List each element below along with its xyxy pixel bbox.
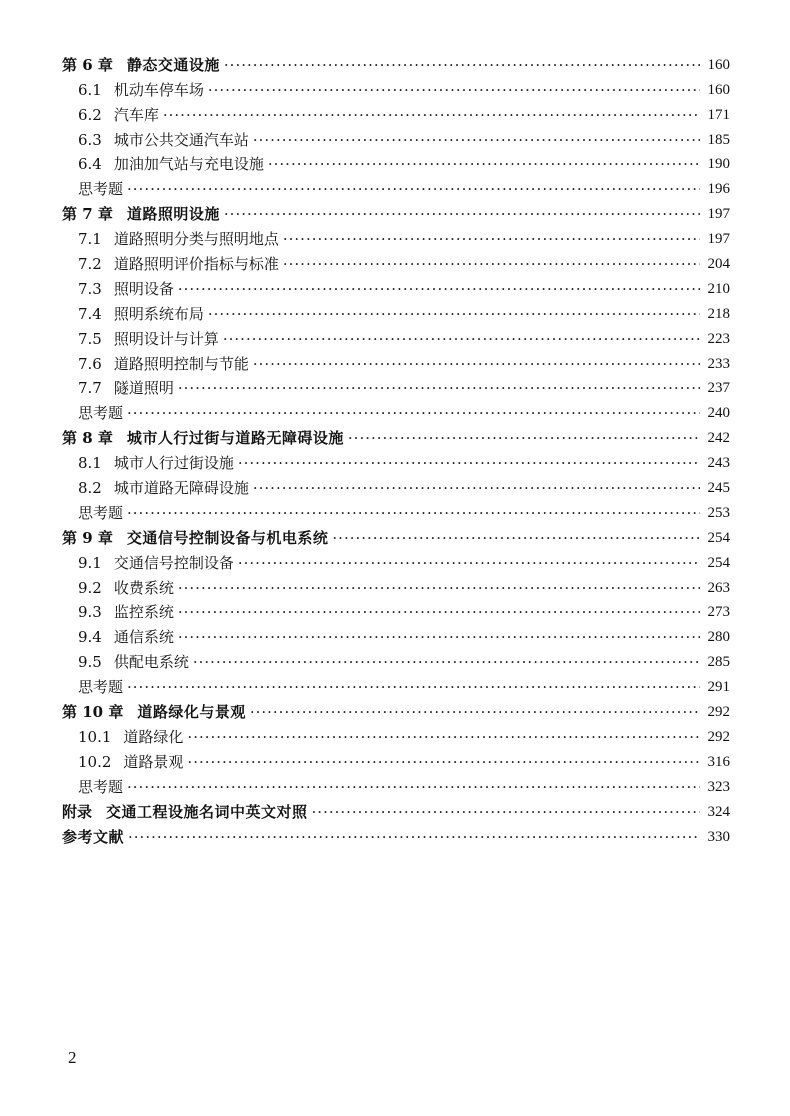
dot-leader [178, 578, 700, 598]
toc-section-row [62, 125, 730, 150]
toc-entry-title: 机动车停车场 [113, 80, 204, 99]
toc-section-row [62, 324, 730, 349]
toc-entry-page: 197 [707, 206, 730, 223]
toc-section-row [62, 274, 730, 299]
toc-entry-number: 9.1 [78, 553, 102, 572]
dot-leader [268, 154, 700, 174]
toc-chapter-row [62, 797, 730, 822]
toc-entry-page: 245 [707, 480, 730, 497]
toc-entry-title: 思考题 [78, 678, 124, 697]
toc-entry-number: 第 8 章 [62, 429, 113, 448]
dot-leader [223, 329, 700, 349]
toc-section-row [62, 448, 730, 473]
dot-leader [283, 229, 700, 249]
toc-entry-page: 210 [707, 280, 730, 297]
toc-entry-number: 9.4 [78, 628, 102, 647]
toc-entry-page: 254 [707, 554, 730, 571]
dot-leader [348, 428, 700, 448]
toc-entry-page: 196 [707, 181, 730, 198]
toc-entry-number: 第 6 章 [62, 55, 113, 74]
toc-entry-number: 7.4 [78, 304, 102, 323]
toc-entry-title: 交通工程设施名词中英文对照 [106, 802, 308, 821]
dot-leader [127, 403, 700, 423]
dot-leader [253, 478, 700, 498]
toc-entry-page: 292 [707, 704, 730, 721]
toc-entry-number: 9.3 [78, 603, 102, 622]
toc-question-row [62, 772, 730, 797]
toc-section-row [62, 622, 730, 647]
toc-entry-title: 收费系统 [113, 578, 174, 597]
toc-entry-title: 道路景观 [123, 752, 184, 771]
toc-section-row [62, 100, 730, 125]
toc-section-row [62, 722, 730, 747]
toc-section-row [62, 573, 730, 598]
toc-question-row [62, 174, 730, 199]
dot-leader [163, 105, 700, 125]
dot-leader [178, 627, 700, 647]
toc-entry-number: 8.2 [78, 479, 102, 498]
toc-entry-number: 第 9 章 [62, 528, 113, 547]
toc-entry-title: 城市公共交通汽车站 [113, 130, 249, 149]
toc-question-row [62, 498, 730, 523]
toc-entry-page: 160 [707, 56, 730, 73]
toc-entry-number: 7.2 [78, 255, 102, 274]
toc-entry-title: 交通信号控制设备与机电系统 [126, 528, 329, 547]
dot-leader [127, 503, 700, 523]
toc-section-row [62, 473, 730, 498]
toc-entry-page: 171 [707, 106, 730, 123]
toc-chapter-row [62, 523, 730, 548]
toc-section-row [62, 150, 730, 175]
toc-entry-page: 223 [707, 330, 730, 347]
toc-section-row [62, 299, 730, 324]
dot-leader [178, 279, 700, 299]
table-of-contents [62, 50, 730, 847]
toc-question-row [62, 672, 730, 697]
toc-entry-page: 316 [707, 753, 730, 770]
toc-entry-page: 185 [707, 131, 730, 148]
dot-leader [238, 453, 700, 473]
dot-leader [127, 179, 700, 199]
toc-entry-number: 9.5 [78, 653, 102, 672]
page-number: 2 [68, 1048, 77, 1067]
toc-entry-title: 交通信号控制设备 [113, 553, 234, 572]
toc-entry-page: 242 [707, 430, 730, 447]
dot-leader [208, 304, 700, 324]
toc-section-row [62, 647, 730, 672]
dot-leader [253, 354, 700, 374]
toc-entry-title: 城市人行过街设施 [113, 454, 234, 473]
toc-entry-title: 道路照明评价指标与标准 [113, 255, 279, 274]
toc-entry-title: 道路照明分类与照明地点 [113, 230, 279, 249]
toc-entry-title: 照明系统布局 [113, 304, 204, 323]
toc-entry-title: 通信系统 [113, 628, 174, 647]
toc-entry-number: 7.6 [78, 354, 102, 373]
toc-chapter-row [62, 697, 730, 722]
toc-entry-page: 291 [707, 679, 730, 696]
toc-entry-page: 285 [707, 654, 730, 671]
toc-section-row [62, 598, 730, 623]
toc-entry-page: 324 [707, 803, 730, 820]
toc-chapter-row [62, 199, 730, 224]
toc-entry-title: 照明设计与计算 [113, 329, 219, 348]
dot-leader [283, 254, 700, 274]
toc-entry-number: 7.7 [78, 379, 102, 398]
toc-entry-page: 233 [707, 355, 730, 372]
toc-entry-title: 加油加气站与充电设施 [113, 155, 264, 174]
toc-entry-title: 道路照明控制与节能 [113, 354, 249, 373]
toc-entry-title: 思考题 [78, 777, 124, 796]
toc-section-row [62, 249, 730, 274]
dot-leader [127, 777, 700, 797]
toc-chapter-row [62, 822, 730, 847]
toc-chapter-row [62, 423, 730, 448]
dot-leader [178, 602, 700, 622]
toc-entry-page: 237 [707, 380, 730, 397]
toc-entry-number: 6.3 [78, 130, 102, 149]
toc-entry-number: 10.2 [78, 752, 112, 771]
toc-section-row [62, 548, 730, 573]
toc-entry-title: 思考题 [78, 180, 124, 199]
dot-leader [127, 677, 700, 697]
toc-entry-number: 第 7 章 [62, 205, 113, 224]
toc-entry-page: 253 [707, 504, 730, 521]
toc-entry-title: 隧道照明 [113, 379, 174, 398]
toc-entry-number: 6.4 [78, 155, 102, 174]
toc-entry-page: 197 [707, 231, 730, 248]
dot-leader [224, 204, 700, 224]
dot-leader [187, 752, 700, 772]
toc-entry-number: 7.5 [78, 329, 102, 348]
toc-entry-title: 城市道路无障碍设施 [113, 479, 249, 498]
toc-entry-page: 273 [707, 604, 730, 621]
toc-entry-number: 7.1 [78, 230, 102, 249]
dot-leader [332, 528, 700, 548]
toc-entry-title: 思考题 [78, 503, 124, 522]
dot-leader [250, 702, 700, 722]
toc-entry-title: 监控系统 [113, 603, 174, 622]
toc-entry-number: 8.1 [78, 454, 102, 473]
toc-question-row [62, 398, 730, 423]
toc-entry-title: 道路绿化与景观 [137, 703, 246, 722]
toc-entry-page: 218 [707, 305, 730, 322]
toc-entry-page: 240 [707, 405, 730, 422]
toc-entry-page: 292 [707, 728, 730, 745]
toc-entry-page: 243 [707, 455, 730, 472]
toc-entry-title: 供配电系统 [113, 653, 189, 672]
dot-leader [193, 652, 700, 672]
toc-chapter-row [62, 50, 730, 75]
toc-section-row [62, 374, 730, 399]
toc-entry-page: 330 [707, 828, 730, 845]
toc-entry-number: 9.2 [78, 578, 102, 597]
toc-entry-page: 263 [707, 579, 730, 596]
toc-entry-number: 10.1 [78, 727, 112, 746]
toc-section-row [62, 75, 730, 100]
dot-leader [178, 378, 700, 398]
toc-entry-number: 第 10 章 [62, 703, 124, 722]
toc-entry-page: 204 [707, 256, 730, 273]
toc-entry-title: 参考文献 [62, 827, 125, 846]
toc-entry-page: 323 [707, 778, 730, 795]
toc-section-row [62, 349, 730, 374]
toc-entry-title: 照明设备 [113, 279, 174, 298]
dot-leader [238, 553, 700, 573]
toc-entry-page: 160 [707, 81, 730, 98]
toc-entry-page: 280 [707, 629, 730, 646]
toc-section-row [62, 747, 730, 772]
toc-entry-title: 思考题 [78, 404, 124, 423]
dot-leader [253, 130, 700, 150]
toc-section-row [62, 224, 730, 249]
toc-entry-title: 汽车库 [113, 105, 159, 124]
toc-entry-number: 附录 [62, 802, 93, 821]
toc-entry-number: 6.2 [78, 105, 102, 124]
dot-leader [208, 80, 700, 100]
toc-entry-page: 254 [707, 529, 730, 546]
toc-entry-title: 城市人行过街与道路无障碍设施 [126, 429, 344, 448]
toc-entry-title: 道路绿化 [123, 727, 184, 746]
dot-leader [224, 55, 700, 75]
toc-entry-page: 190 [707, 156, 730, 173]
dot-leader [187, 727, 700, 747]
toc-entry-title: 道路照明设施 [126, 205, 220, 224]
dot-leader [312, 802, 700, 822]
toc-entry-number: 6.1 [78, 80, 102, 99]
dot-leader [128, 827, 700, 847]
toc-entry-number: 7.3 [78, 279, 102, 298]
toc-entry-title: 静态交通设施 [126, 55, 220, 74]
